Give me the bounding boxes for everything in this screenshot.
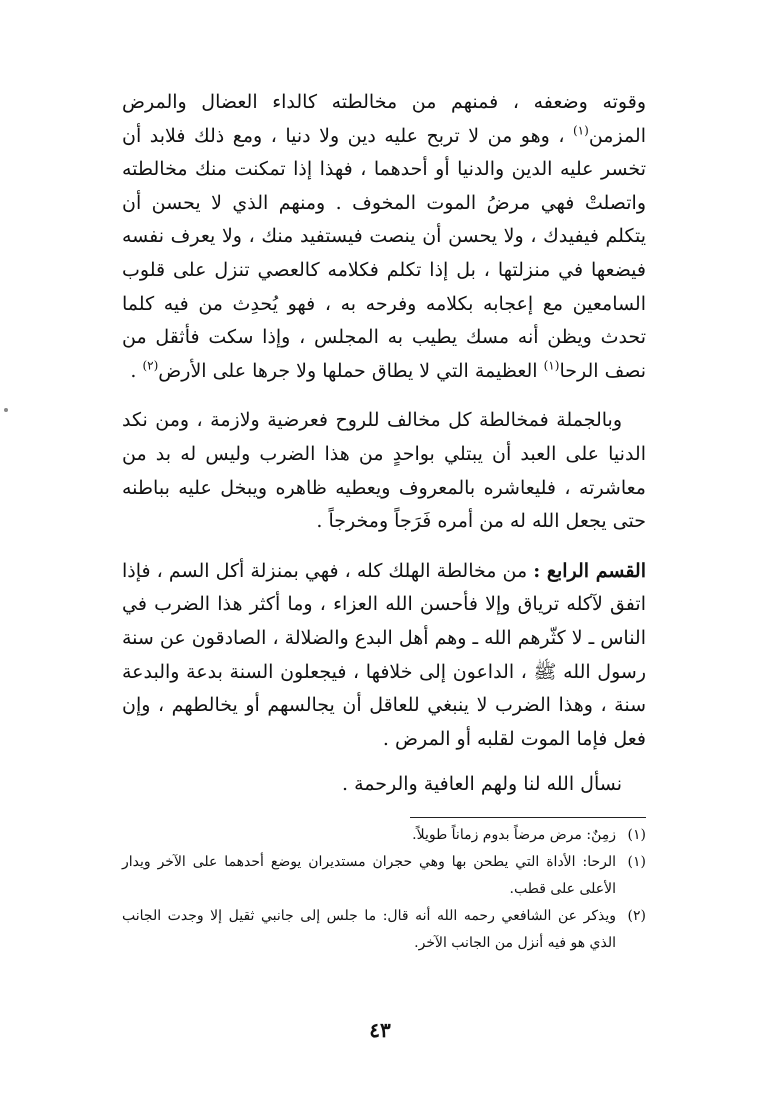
paragraph-2: وبالجملة فمخالطة كل مخالف للروح فعرضية ولازمة ، ومن نكد الدنيا على العبد أن يبتلي بواحدٍ من هذا الضرب وليس له بد من معاشرته ، فليعاشره بالمعروف ويعطيه ظاهره ويبخل عليه بباطنه حتى يجعل الله له من أمره فَرَجاً ومخرجاً .	[122, 409, 646, 533]
footnote-divider	[410, 817, 646, 818]
footnote-ref-1: (١)	[572, 123, 589, 138]
footnotes	[122, 822, 646, 957]
footnote-1-mark: (١)	[627, 827, 646, 843]
footnote-1-text: زمِنٌ: مرض مرضاً بدوم زماناً طويلاً.	[412, 827, 616, 843]
footnote-2-text: الرحا: الأداة التي يطحن بها وهي حجران مستديران يوضع أحدهما على الآخر ويدار الأعلى على قطب.	[122, 854, 616, 897]
footnote-3-mark: (٢)	[627, 908, 646, 924]
footnote-3-text: ويذكر عن الشافعي رحمه الله أنه قال: ما جلس إلى جانبي ثقيل إلا وجدت الجانب الذي هو فيه أنزل من الجانب الآخر.	[122, 908, 616, 951]
paragraph-1	[122, 86, 646, 388]
footnote-2	[122, 849, 646, 903]
footnote-3	[122, 903, 646, 957]
main-text	[122, 86, 646, 802]
margin-speck	[4, 408, 8, 412]
paragraph-1-part-1: وقوته وضعفه ، فمنهم من مخالطته كالداء العضال والمرض المزمن	[122, 91, 646, 147]
paragraph-3-text: من مخالطة الهلك كله ، فهي بمنزلة أكل السم ، فإذا اتفق لآكله ترياق وإلا فأحسن الله العزاء ، وما أكثر هذا الضرب في الناس ـ لا كثّرهم الله ـ وهم أهل البدع والضلالة ، الصادقون عن سنة رسول الله ﷺ ، الداعون إلى خلافها ، فيجعلون السنة بدعة والبدعة سنة ، وهذا الضرب لا ينبغي للعاقل أن يجالسهم أو يخالطهم ، وإن فعل فإما الموت لقلبه أو المرض .	[122, 559, 646, 750]
section-heading: القسم الرابع :	[533, 559, 647, 582]
paragraph-1-part-2: ، وهو من لا تربح عليه دين ولا دنيا ، ومع ذلك فلابد أن تخسر عليه الدين والدنيا أو أحدهما ، فهذا إذا تمكنت منك مخالطته واتصلتْ فهي مرضُ الموت المخوف . ومنهم الذي لا يحسن أن يتكلم فيفيدك ، ولا يحسن أن ينصت فيستفيد منك ، ولا يعرف نفسه فيضعها في منزلتها ، بل إذا تكلم فكلامه كالعصي تنزل على قلوب السامعين مع إعجابه بكلامه وفرحه به ، فهو يُحدِث من فيه كلما تحدث ويظن أنه مسك يطيب به المجلس ، وإذا سكت فأثقل من نصف الرحا	[122, 124, 646, 382]
footnote-ref-2: (١)	[543, 358, 560, 373]
paragraph-1-part-3: العظيمة التي لا يطاق حملها ولا جرها على الأرض	[158, 359, 544, 382]
paragraph-1-part-4: .	[130, 359, 143, 382]
paragraph-4: نسأل الله لنا ولهم العافية والرحمة .	[342, 773, 622, 796]
footnote-2-mark: (١)	[627, 854, 646, 870]
paragraph-3	[122, 555, 646, 757]
footnote-1	[122, 822, 646, 849]
footnote-ref-3: (٢)	[142, 358, 159, 373]
page-number: ٤٣	[369, 1018, 391, 1042]
